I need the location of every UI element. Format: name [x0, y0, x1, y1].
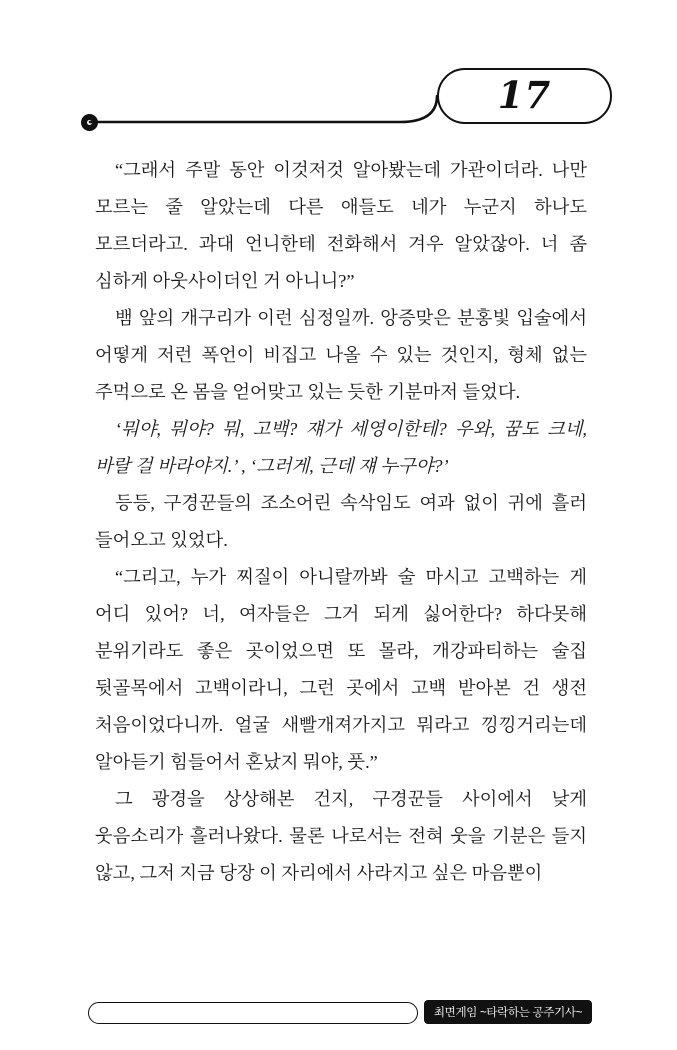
paragraph-6: 그 광경을 상상해본 건지, 구경꾼들 사이에서 낮게 웃음소리가 흘러나왔다. 물론 나로서는 전혀 웃을 기분은 들지 않고, 그저 지금 당장 이 자리에서 사라지고 싶은 마음뿐이 [95, 789, 587, 883]
paragraph-3-inner-monologue: ‘뭐야, 뭐야? 뭐, 고백? 쟤가 세영이한테? 우와, 꿈도 크네, 바랄 걸 바라야지.’ , ‘그러게, 근데 쟤 누구야?’ [95, 419, 587, 476]
footer-title-tag: 최면게임 ~타락하는 공주기사~ [424, 1000, 592, 1024]
chapter-number-badge [437, 68, 612, 124]
paragraph-2: 뱀 앞의 개구리가 이런 심정일까. 앙증맞은 분홍빛 입술에서 어떻게 저런 폭언이 비집고 나올 수 있는 것인지, 형체 없는 주먹으로 온 몸을 얻어맞고 있는 듯한 기분마저 들었다. [95, 308, 587, 402]
chapter-header [0, 60, 677, 150]
chapter-number: 17 [497, 72, 552, 117]
paragraph-5: “그리고, 누가 찌질이 아니랄까봐 술 마시고 고백하는 게 어디 있어? 너, 여자들은 그거 되게 싫어한다? 하다못해 분위기라도 좋은 곳이었으면 또 몰라, 개강파티하는 술집 뒷골목에서 고백이라니, 그런 곳에서 고백 받아본 건 생전 처음이었다니까. 얼굴 새빨개져가지고 뭐라고 낑낑거리는데 알아듣기 힘들어서 혼났지 뭐야, 풋.” [95, 567, 587, 772]
paragraph-4: 등등, 구경꾼들의 조소어린 속삭임도 여과 없이 귀에 흘러 들어오고 있었다. [95, 493, 587, 550]
page-footer [0, 998, 677, 1032]
paragraph-1: “그래서 주말 동안 이것저것 알아봤는데 가관이더라. 나만 모르는 줄 알았는데 다른 애들도 네가 누군지 하나도 모르더라고. 과대 언니한테 전화해서 겨우 알았잖아. 너 좀 심하게 아웃사이더인 거 아니니?” [95, 160, 587, 291]
footer-decorative-bar [88, 1002, 418, 1024]
page-body [95, 152, 587, 892]
